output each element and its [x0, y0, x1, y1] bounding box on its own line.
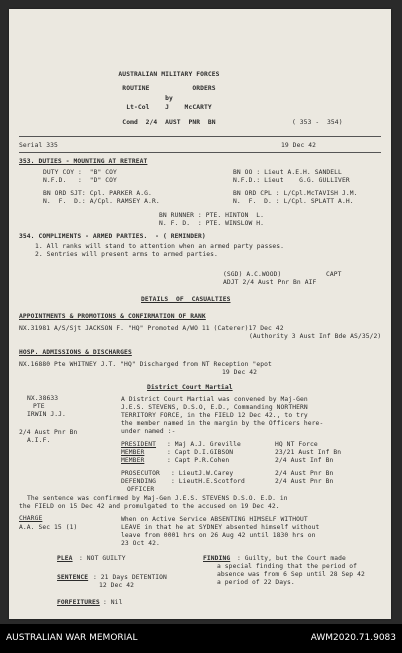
footer-bar	[0, 624, 402, 653]
header-range: ( 353 - 354)	[292, 119, 343, 126]
plea-label: PLEA	[57, 555, 73, 562]
footer-accession-number: AWM2020.71.9083	[310, 633, 396, 643]
plea-value: : NOT GUILTY	[79, 555, 126, 562]
court-intro-1: A District Court Martial was convened by Maj-Gen	[121, 396, 308, 403]
member-role-prosecutor: PROSECUTOR	[121, 470, 160, 477]
charge-text-3: leave from 0001 hrs on 26 Aug 42 until 1830 hrs on	[121, 532, 316, 539]
member-name-1: : Capt D.I.GIBSON	[167, 449, 234, 456]
nfd-orderly-officer: N.F.D.: Lieut G.G. GULLIVER	[233, 177, 350, 184]
nfd-orderly-sjt: N. F. D.: A/Cpl. RAMSEY A.R.	[43, 198, 160, 205]
bn-orderly-cpl: BN ORD CPL : L/Cpl.McTAVISH J.M.	[233, 190, 358, 197]
member-unit-president: HQ NT Force	[275, 441, 318, 448]
soldier-rank: PTE	[33, 403, 45, 410]
signature-sgd: (SGD) A.C.WOOD)	[223, 271, 282, 278]
charge-text-4: 23 Oct 42.	[121, 540, 160, 547]
forfeitures-label: FORFEITURES	[57, 599, 100, 606]
member-unit-defending: 2/4 Aust Pnr Bn	[275, 478, 334, 485]
soldier-force: A.I.F.	[27, 437, 51, 444]
member-role-2: MEMBER	[121, 457, 145, 464]
nfd-orderly-cpl: N. F. D. : L/Cpl. SPLATT A.H.	[233, 198, 354, 205]
member-name-2: : Capt P.R.Cohen	[167, 457, 230, 464]
header-unit: Comd 2/4 AUST PNR BN	[122, 119, 216, 126]
sentence-label: SENTENCE	[57, 574, 89, 581]
member-name-president: : Maj A.J. Greville	[167, 441, 241, 448]
document-page	[9, 9, 391, 619]
finding-text-2: a special finding that the period of	[217, 563, 358, 570]
details-title: DETAILS OF CASUALTIES	[141, 296, 231, 303]
court-martial-title: District Court Martial	[147, 384, 233, 391]
finding-text-3: absence was from 6 Sep until 28 Sep 42	[217, 571, 365, 578]
bn-orderly-sjt: BN ORD SJT: Cpl. PARKER A.G.	[43, 190, 152, 197]
finding-text-1: : Guilty, but the Court made	[237, 555, 346, 562]
para-354-item-2: 2. Sentries will present arms to armed parties.	[35, 251, 218, 258]
nfd-runner: N. F. D. : PTE. WINSLOW H.	[159, 220, 265, 227]
appointment-line-2: (Authority 3 Aust Inf Bde AS/35/2)	[249, 333, 382, 340]
member-role-president: PRESIDENT	[121, 441, 157, 448]
bn-orderly-officer: BN OO : Lieut A.E.H. SANDELL	[233, 169, 342, 176]
serial-rule	[19, 152, 381, 153]
para-354-item-1: 1. All ranks will stand to attention when an armed party passes.	[35, 243, 285, 250]
charge-label: CHARGE	[19, 515, 43, 522]
charge-text-2: LEAVE in that he at SYDNEY absented himself without	[121, 524, 320, 531]
hosp-line-2: 19 Dec 42	[222, 369, 258, 376]
charge-text-1: When on Active Service ABSENTING HIMSELF WITHOUT	[121, 516, 308, 523]
nfd-coy: N.F.D. : "D" COY	[43, 177, 117, 184]
sentence-text-2: 12 Dec 42	[99, 582, 135, 589]
member-role-officer: OFFICER	[127, 486, 155, 493]
header-routine-orders: ROUTINE ORDERS	[122, 85, 216, 92]
member-role-defending: DEFENDING	[121, 478, 157, 485]
member-role-1: MEMBER	[121, 449, 145, 456]
forfeitures-value: : Nil	[103, 599, 123, 606]
confirmation-line-1: The sentence was confirmed by Maj-Gen J.E.S. STEVENS D.S.O. E.D. in	[27, 495, 288, 502]
court-intro-2: J.E.S. STEVENS, D.S.O, E.D., Commanding NORTHERN	[121, 404, 308, 411]
member-name-prosecutor: : LieutJ.W.Carey	[171, 470, 234, 477]
soldier-unit: 2/4 Aust Pnr Bn	[19, 429, 78, 436]
court-intro-5: under named :-	[121, 428, 176, 435]
header-commander: Lt-Col J McCARTY	[126, 104, 212, 111]
signature-rank: CAPT	[326, 271, 342, 278]
charge-section: A.A. Sec 15 (1)	[19, 524, 78, 531]
para-353-title: 353. DUTIES - MOUNTING AT RETREAT	[19, 158, 148, 165]
confirmation-line-2: the FIELD on 15 Dec 42 and promulgated to the accused on 19 Dec 42.	[19, 503, 280, 510]
court-intro-4: the member named in the margin by the Officers here-	[121, 420, 324, 427]
member-unit-1: 23/21 Aust Inf Bn	[275, 449, 342, 456]
header-by: by	[165, 95, 173, 102]
bn-runner: BN RUNNER : PTE. HINTON L.	[159, 212, 265, 219]
header-rule	[19, 136, 381, 137]
footer-source: AUSTRALIAN WAR MEMORIAL	[6, 633, 138, 643]
serial-date: 19 Dec 42	[281, 142, 317, 149]
soldier-number: NX.38633	[27, 395, 59, 402]
appointments-title: APPOINTMENTS & PROMOTIONS & CONFIRMATION OF RANK	[19, 313, 206, 320]
header-title: AUSTRALIAN MILITARY FORCES	[118, 71, 220, 78]
finding-text-4: a period of 22 Days.	[217, 579, 295, 586]
court-intro-3: TERRITORY FORCE, in the FIELD 12 Dec 42., to try	[121, 412, 308, 419]
hosp-line-1: NX.16880 Pte WHITNEY J.T. "HQ" Discharged from NT Reception "epot	[19, 361, 272, 368]
appointment-line-1: NX.31981 A/S/Sjt JACKSON F. "HQ" Promoted A/WO 11 (Caterer)17 Dec 42	[19, 325, 284, 332]
duty-coy: DUTY COY : "B" COY	[43, 169, 117, 176]
hosp-title: HOSP. ADMISSIONS & DISCHARGES	[19, 349, 132, 356]
signature-adjt: ADJT 2/4 Aust Pnr Bn AIF	[223, 279, 317, 286]
sentence-text-1: : 21 Days DETENTION	[93, 574, 167, 581]
member-unit-2: 2/4 Aust Inf Bn	[275, 457, 334, 464]
serial-number: Serial 335	[19, 142, 58, 149]
finding-label: FINDING	[203, 555, 231, 562]
soldier-name: IRWIN J.J.	[27, 411, 66, 418]
para-354-title: 354. COMPLIMENTS - ARMED PARTIES. - ( REMINDER)	[19, 233, 206, 240]
member-name-defending: : LieutH.E.Scotford	[171, 478, 245, 485]
member-unit-prosecutor: 2/4 Aust Pnr Bn	[275, 470, 334, 477]
